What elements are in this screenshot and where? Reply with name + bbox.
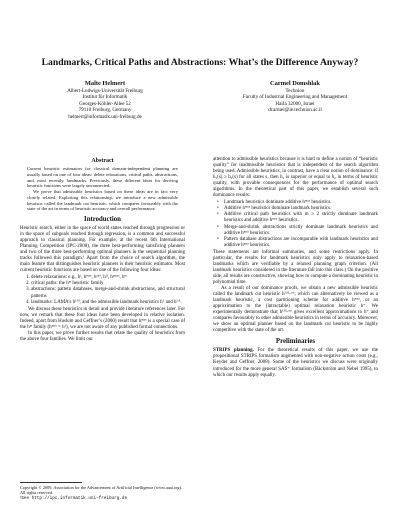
body-paragraph: We discuss these heuristics in detail and provide literature references later. For now, we remark that these four ideas have been developed in relative isolation. Indeed, apart from Haslum and Geffner’s (2000) result that hᵐᵃˣ is a special case of the hᵐ family (hᵐᵃˣ = h¹), we are not aware of any published formal connections.	[20, 306, 185, 330]
body-paragraph: As a result of our dominance proofs, we obtain a new admissible heuristic called the landmark cut heuristic hᴸᴹ-ᶜᵘᵗ, which can alternatively be viewed as a landmark heuristic, a cost partitioning scheme for additive hᵐᵃˣ, or an approximation to the (intractable) optimal relaxation heuristic h⁺. We experimentally demonstrate that hᴸᴹ-ᶜᵘᵗ gives excellent approximations to h⁺ and compares favourably to other admissible heuristics in terms of accuracy. Moreover, we show an optimal planner based on the landmark cut heuristic to be highly competitive with the state of the art.	[213, 285, 378, 334]
affiliation-line: Faculty of Industrial Engineering and Management	[242, 94, 348, 101]
author-name: Malte Helmert	[84, 80, 126, 87]
footnote-rule	[20, 482, 82, 483]
list-item: 3. abstractions: pattern databases, merge-and-shrink abstractions, and structural patterns	[31, 287, 185, 299]
footnotes	[20, 482, 185, 502]
list-item: • Landmark heuristics dominate additive hᵐᵃˣ heuristics.	[224, 200, 378, 206]
dominance-results-list	[213, 200, 378, 248]
footnote-1	[20, 495, 185, 501]
paragraph-lead: STRIPS planning.	[213, 348, 254, 354]
list-item: • Additive critical path heuristics with m ≥ 2 strictly dominate landmark heuristics and additive hᵐᵃˣ heuristics.	[224, 212, 378, 224]
left-column	[20, 157, 185, 343]
abstract	[20, 157, 185, 212]
paper-title: Landmarks, Critical Paths and Abstractions: What’s the Difference Anyway?	[41, 57, 359, 68]
list-item: 1. delete relaxations: e.g., hⁱ, hᵐᵃˣ, hᵃᵈᵈ, hᶠᶠ, hᵖᵐᵃˣ, hˢᵃ	[31, 275, 185, 281]
affiliation-line: Georges-Köhler-Allee 52	[79, 100, 131, 107]
author-email: dcarmel@ie.technion.ac.il	[268, 107, 322, 114]
section-heading-introduction: Introduction	[84, 216, 121, 223]
body-paragraph: In this paper, we prove further results that relate the quality of heuristics from the above four families. We limit our	[20, 330, 185, 342]
heuristic-ideas-list	[20, 275, 185, 305]
footnote-text: See http://ipc.informatik.uni-freiburg.de	[21, 496, 128, 502]
copyright-notice: Copyright © 2009, Association for the Advancement of Artificial Intelligence (www.aaai.org). All rights reserved.	[20, 485, 183, 496]
author-name: Carmel Domshlak	[270, 80, 320, 87]
section-heading-preliminaries: Preliminaries	[275, 338, 316, 346]
author-block-1	[20, 80, 190, 120]
list-item: 2. critical paths: the hᵐ heuristic family	[31, 281, 185, 287]
footnote-marker: ¹	[20, 495, 22, 501]
author-email: helmert@informatik.uni-freiburg.de	[68, 113, 142, 120]
abstract-heading: Abstract	[91, 158, 114, 164]
body-paragraph	[213, 348, 378, 378]
list-item: • Pattern database abstractions are incomparable with landmark heuristics and additive hᵐᵃˣ heuristics.	[224, 237, 378, 249]
body-paragraph: Heuristic search, either in the space of world states reached through progression or in the space of subgoals reached through regression, is a common and successful approach to classical planning. For example, at the recent 6th International Planning Competition (IPC-2008), the three best-performing satisficing planners and two of the three best-performing optimal planners in the sequential planning tracks followed this paradigm.¹ Apart from the choice of search algorithm, the main feature that distinguishes heuristic planners is their heuristic estimator. Most current heuristic functions are based on one of the following four ideas:	[20, 226, 185, 274]
affiliation-line: 79110 Freiburg, Germany	[78, 107, 132, 114]
right-column	[213, 103, 378, 379]
affiliation-line: Haifa 32000, Israel	[275, 100, 315, 107]
list-item: 4. landmarks: LAMA’s hᴸᴹ, and the admissible landmark heuristics hᴸ and hᴸᴬ.	[31, 300, 185, 306]
body-paragraph: attention to admissible heuristics because it is hard to define a notion of “heuristic quality” for inadmissible heuristics that is independent of the search algorithm being used. Admissible heuristics, in contrast, have a clear notion of dominance: if h₁(s) ≥ h₂(s) for all states s, then h₁ is superior or equal to h₂ in terms of heuristic quality, with provable consequences for the performance of optimal search algorithms. In the theoretical part of this paper, we establish several such dominance results:	[213, 157, 378, 199]
abstract-paragraph: We prove that admissible heuristics based on these ideas are in fact very closely related. Exploiting this relationship, we introduce a new admissible heuristic called the landmark cut heuristic, which compares favourably with the state of the art in terms of heuristic accuracy and overall performance.	[27, 189, 178, 212]
affiliation-line: Albert-Ludwigs-Universität Freiburg	[67, 88, 143, 94]
body-paragraph: These statements are informal summaries, and some restrictions apply. In particular, the results for landmark heuristics only apply to relaxation-based landmarks which are verifiable by a relaxed planning graph criterion. (All landmark heuristics considered in the literature fall into this class.) On the positive side, all results are constructive, showing how to compute a dominating heuristic in polynomial time.	[213, 249, 378, 285]
paragraph-text: For the theoretical results of this paper, we use the propositional STRIPS formalism augmented with non-negative action costs (e.g., Keyder and Geffner, 2008). Some of the heuristics we discuss were originally introduced for the more general SAS⁺ formalism (Bäckström and Nebel 1995), to which our results apply equally.	[213, 348, 378, 378]
abstract-paragraph: Current heuristic estimators for classical domain-independent planning are usually based on one of four ideas: delete relaxations, critical paths, abstractions, and, most recently, landmarks. Previously, these different ideas for deriving heuristic functions were largely unconnected.	[27, 166, 178, 189]
list-item: • Merge-and-shrink abstractions strictly dominate landmark heuristics and additive hᵐᵃˣ heuristics.	[224, 225, 378, 237]
affiliation-line: Technion	[285, 88, 305, 94]
affiliation-line: Institut für Informatik	[82, 94, 128, 101]
list-item: • Additive hᵐᵃˣ heuristics dominate landmark heuristics.	[224, 206, 378, 212]
